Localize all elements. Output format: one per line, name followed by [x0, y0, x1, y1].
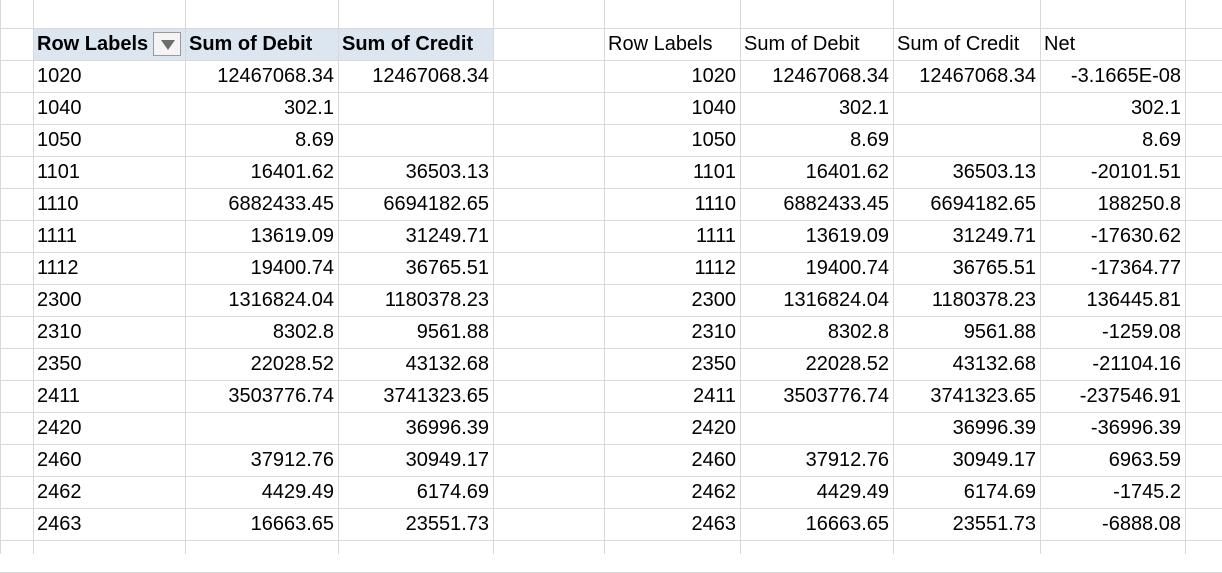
net-row-label[interactable]: 2350	[691, 353, 736, 375]
pivot-header-sum-of-credit[interactable]: Sum of Credit	[342, 33, 474, 55]
net-header-sum-of-credit[interactable]: Sum of Credit	[897, 33, 1020, 55]
net-sum-cell[interactable]: 23551.73	[952, 513, 1036, 535]
net-value-cell[interactable]: -1745.2	[1113, 481, 1181, 503]
pivot-row-label[interactable]: 1111	[37, 225, 78, 247]
net-sum-cell[interactable]: 6882433.45	[783, 193, 889, 215]
pivot-value-cell[interactable]: 22028.52	[250, 353, 334, 375]
net-sum-cell[interactable]: 1180378.23	[931, 289, 1036, 311]
net-sum-cell[interactable]: 13619.09	[805, 225, 889, 247]
pivot-value-cell[interactable]: 6882433.45	[228, 193, 334, 215]
pivot-row-label[interactable]: 2460	[37, 449, 82, 471]
net-sum-cell[interactable]: 19400.74	[805, 257, 889, 279]
column-gridline	[493, 0, 494, 554]
row-gridline	[0, 540, 1222, 541]
pivot-row-label[interactable]: 2420	[37, 417, 82, 439]
pivot-value-cell[interactable]	[338, 92, 493, 124]
net-value-cell[interactable]: 188250.8	[1097, 193, 1181, 215]
net-row-label[interactable]: 1101	[692, 161, 736, 183]
net-row-label[interactable]: 1050	[691, 129, 736, 151]
net-sum-cell[interactable]: 4429.49	[816, 481, 889, 503]
net-header-net[interactable]: Net	[1044, 33, 1076, 55]
net-sum-cell[interactable]: 302.1	[838, 97, 889, 119]
pivot-value-cell[interactable]: 9561.88	[416, 321, 489, 343]
net-sum-cell[interactable]: 9561.88	[963, 321, 1036, 343]
net-sum-cell[interactable]	[740, 412, 893, 444]
net-sum-cell[interactable]: 12467068.34	[772, 65, 889, 87]
pivot-value-cell[interactable]: 8.69	[295, 129, 334, 151]
net-row-label[interactable]: 1020	[691, 65, 736, 87]
net-sum-cell[interactable]: 3741323.65	[930, 385, 1036, 407]
net-sum-cell[interactable]: 16663.65	[805, 513, 889, 535]
column-gridline	[0, 0, 1, 554]
pivot-value-cell[interactable]: 4429.49	[261, 481, 334, 503]
pivot-row-label[interactable]: 1050	[37, 129, 82, 151]
pivot-value-cell[interactable]: 23551.73	[405, 513, 489, 535]
net-value-cell[interactable]: -17630.62	[1090, 225, 1181, 247]
pivot-value-cell[interactable]: 36765.51	[405, 257, 489, 279]
pivot-value-cell[interactable]: 31249.71	[405, 225, 489, 247]
pivot-value-cell[interactable]: 12467068.34	[372, 65, 489, 87]
pivot-row-label[interactable]: 2463	[37, 513, 82, 535]
net-sum-cell[interactable]: 3503776.74	[783, 385, 889, 407]
pivot-value-cell[interactable]: 19400.74	[250, 257, 334, 279]
net-sum-cell[interactable]: 36996.39	[952, 417, 1036, 439]
net-sum-cell[interactable]: 8.69	[850, 129, 889, 151]
net-value-cell[interactable]: -6888.08	[1102, 513, 1181, 535]
net-header-row-labels[interactable]: Row Labels	[608, 33, 713, 55]
net-sum-cell[interactable]: 36503.13	[952, 161, 1036, 183]
net-sum-cell[interactable]: 6174.69	[963, 481, 1036, 503]
net-sum-cell[interactable]	[893, 92, 1040, 124]
net-value-cell[interactable]: -36996.39	[1090, 417, 1181, 439]
pivot-row-label[interactable]: 2350	[37, 353, 82, 375]
net-sum-cell[interactable]: 8302.8	[827, 321, 889, 343]
pivot-row-label[interactable]: 1101	[37, 161, 81, 183]
pivot-value-cell[interactable]: 16663.65	[250, 513, 334, 535]
net-value-cell[interactable]: -1259.08	[1102, 321, 1181, 343]
pivot-row-label[interactable]: 2310	[37, 321, 82, 343]
net-sum-cell[interactable]	[893, 124, 1040, 156]
net-row-label[interactable]: 1112	[694, 257, 736, 279]
column-gridline	[1185, 0, 1186, 554]
net-sum-cell[interactable]: 22028.52	[805, 353, 889, 375]
net-sum-cell[interactable]: 43132.68	[952, 353, 1036, 375]
net-row-label[interactable]: 1111	[695, 225, 736, 247]
pivot-row-label[interactable]: 1020	[37, 65, 82, 87]
net-row-label[interactable]: 2463	[691, 513, 736, 535]
pivot-value-cell[interactable]: 13619.09	[250, 225, 334, 247]
pivot-header-row-labels[interactable]: Row Labels	[37, 33, 149, 55]
net-sum-cell[interactable]: 6694182.65	[930, 193, 1036, 215]
pivot-value-cell[interactable]: 36503.13	[405, 161, 489, 183]
pivot-value-cell[interactable]: 37912.76	[250, 449, 334, 471]
net-row-label[interactable]: 2460	[691, 449, 736, 471]
pivot-row-label[interactable]: 1040	[37, 97, 82, 119]
pivot-value-cell[interactable]: 6174.69	[416, 481, 489, 503]
pivot-value-cell[interactable]	[185, 412, 338, 444]
pivot-value-cell[interactable]	[338, 124, 493, 156]
net-row-label[interactable]: 1040	[691, 97, 736, 119]
pivot-row-label[interactable]: 1112	[37, 257, 79, 279]
pivot-row-label[interactable]: 1110	[37, 193, 79, 215]
pivot-value-cell[interactable]: 30949.17	[405, 449, 489, 471]
pivot-value-cell[interactable]: 6694182.65	[383, 193, 489, 215]
net-row-label[interactable]: 2310	[691, 321, 736, 343]
pivot-value-cell[interactable]: 16401.62	[250, 161, 334, 183]
pivot-value-cell[interactable]: 43132.68	[405, 353, 489, 375]
net-value-cell[interactable]: -20101.51	[1090, 161, 1181, 183]
pivot-value-cell[interactable]: 302.1	[283, 97, 334, 119]
net-row-label[interactable]: 1110	[694, 193, 736, 215]
pivot-row-label[interactable]: 2300	[37, 289, 82, 311]
pivot-value-cell[interactable]: 12467068.34	[217, 65, 334, 87]
filter-dropdown-icon[interactable]	[153, 32, 181, 56]
pivot-value-cell[interactable]: 36996.39	[405, 417, 489, 439]
net-value-cell[interactable]: -21104.16	[1092, 353, 1181, 375]
pivot-value-cell[interactable]: 1316824.04	[228, 289, 334, 311]
net-row-label[interactable]: 2411	[692, 385, 736, 407]
net-sum-cell[interactable]: 16401.62	[805, 161, 889, 183]
pivot-value-cell[interactable]: 1180378.23	[384, 289, 489, 311]
net-sum-cell[interactable]: 36765.51	[952, 257, 1036, 279]
net-sum-cell[interactable]: 31249.71	[952, 225, 1036, 247]
net-value-cell[interactable]: 136445.81	[1086, 289, 1181, 311]
pivot-header-sum-of-debit[interactable]: Sum of Debit	[189, 33, 313, 55]
net-value-cell[interactable]: -237546.91	[1079, 385, 1181, 407]
net-row-label[interactable]: 2462	[691, 481, 736, 503]
net-sum-cell[interactable]: 30949.17	[952, 449, 1036, 471]
pivot-value-cell[interactable]: 8302.8	[272, 321, 334, 343]
net-sum-cell[interactable]: 37912.76	[805, 449, 889, 471]
net-sum-cell[interactable]: 1316824.04	[783, 289, 889, 311]
net-row-label[interactable]: 2420	[691, 417, 736, 439]
net-sum-cell[interactable]: 12467068.34	[919, 65, 1036, 87]
net-value-cell[interactable]: -17364.77	[1090, 257, 1181, 279]
net-value-cell[interactable]: 302.1	[1130, 97, 1181, 119]
pivot-row-label[interactable]: 2462	[37, 481, 82, 503]
net-value-cell[interactable]: -3.1665E-08	[1070, 65, 1181, 87]
net-row-label[interactable]: 2300	[691, 289, 736, 311]
pivot-row-label[interactable]: 2411	[37, 385, 81, 407]
pivot-value-cell[interactable]: 3741323.65	[383, 385, 489, 407]
pivot-value-cell[interactable]: 3503776.74	[228, 385, 334, 407]
net-header-sum-of-debit[interactable]: Sum of Debit	[744, 33, 860, 55]
net-value-cell[interactable]: 6963.59	[1108, 449, 1181, 471]
net-value-cell[interactable]: 8.69	[1142, 129, 1181, 151]
